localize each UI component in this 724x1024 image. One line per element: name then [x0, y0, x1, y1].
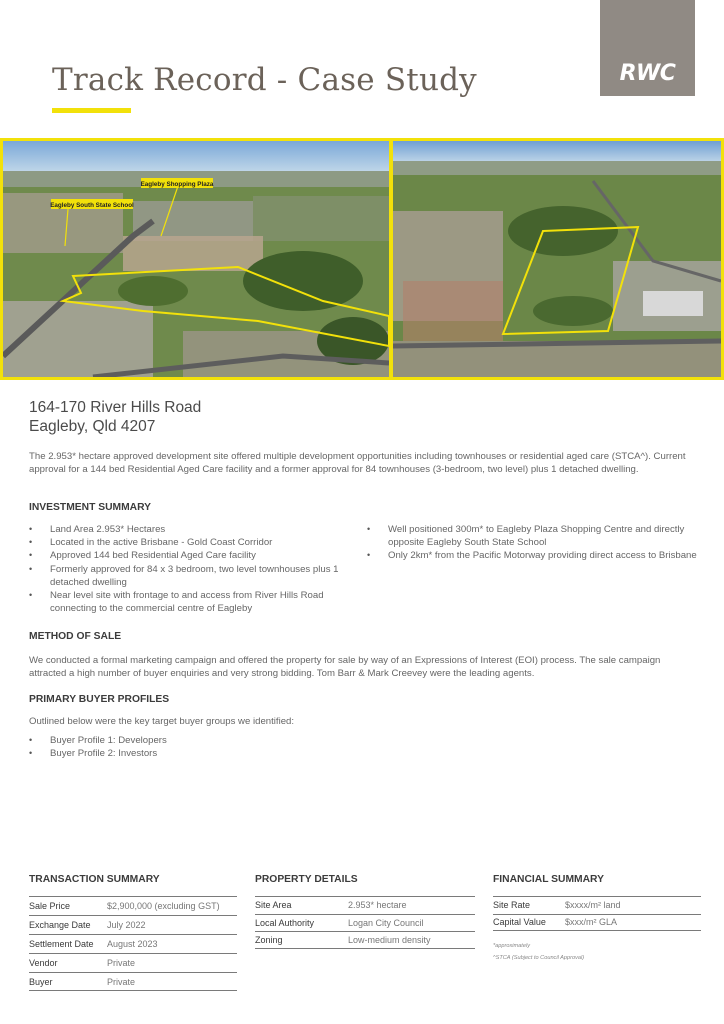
- table-row: [29, 953, 237, 972]
- row-value: July 2022: [107, 920, 146, 930]
- row-label: Vendor: [29, 958, 58, 968]
- row-value: Private: [107, 958, 136, 968]
- row-value: $xxx/m² GLA: [565, 917, 618, 928]
- transaction-summary-table: [29, 874, 237, 991]
- row-label: Settlement Date: [29, 939, 94, 949]
- investment-list-right: [367, 523, 697, 563]
- row-value: Private: [107, 976, 136, 987]
- row-value: Logan City Council: [348, 917, 424, 928]
- footnote-approximately: *approximately: [493, 943, 530, 949]
- row-label: Buyer: [29, 976, 53, 987]
- list-item: • Near level site with frontage to and access from River Hills Road connecting to the commercial centre of Eagleby: [29, 589, 359, 615]
- list-item: • Formerly approved for 84 x 3 bedroom, two level townhouses plus 1 detached dwelling: [29, 563, 359, 589]
- table-row: [29, 972, 237, 991]
- label-shopping-plaza: Eagleby Shopping Plaza: [140, 181, 214, 188]
- buyer-profiles-list: [29, 734, 329, 760]
- table-row: [493, 914, 701, 932]
- list-item: • Well positioned 300m* to Eagleby Plaza Shopping Centre and directly opposite Eagleby South State School: [367, 523, 697, 549]
- label-school: Eagleby South State School: [50, 202, 134, 209]
- address-street: 164-170 River Hills Road: [29, 399, 202, 416]
- table-row: [255, 896, 475, 914]
- footnote-stca: ^STCA (Subject to Council Approval): [493, 955, 585, 961]
- list-item: • Only 2km* from the Pacific Motorway providing direct access to Brisbane: [367, 549, 697, 562]
- table-row: [29, 896, 237, 915]
- row-value: $xxxx/m² land: [565, 900, 621, 911]
- intro-paragraph: The 2.953* hectare approved development site offered multiple development opportunities including townhouses or residential aged care (STCA^). Current approval for a 144 bed Residential Aged Care facility and a former approval for 84 townhouses (3-bedroom, two level) plus 1 detached dwelling.: [29, 451, 686, 476]
- table-row: [29, 915, 237, 934]
- row-label: Zoning: [255, 934, 283, 945]
- table-row: [29, 934, 237, 953]
- financial-summary-table: [493, 874, 701, 931]
- list-item: • Buyer Profile 1: Developers: [29, 734, 329, 747]
- page-title: Track Record - Case Study: [52, 62, 477, 98]
- aerial-photo-right: [390, 138, 724, 380]
- buyer-profiles-intro: Outlined below were the key target buyer groups we identified:: [29, 716, 295, 727]
- property-details-heading: PROPERTY DETAILS: [255, 874, 358, 885]
- row-label: Local Authority: [255, 917, 315, 928]
- investment-list-left: [29, 523, 359, 615]
- investment-summary-heading: INVESTMENT SUMMARY: [29, 502, 152, 513]
- row-label: Exchange Date: [29, 920, 91, 930]
- method-of-sale-text: We conducted a formal marketing campaign and offered the property for sale by way of an Expressions of Interest (EOI) process. The sale campaign attracted a high number of buyer enquiries and very strong bidding. Tom Barr & Mark Creevey were the leading agents.: [29, 655, 661, 680]
- row-label: Sale Price: [29, 901, 71, 911]
- list-item: • Buyer Profile 2: Investors: [29, 747, 329, 760]
- row-value: $2,900,000 (excluding GST): [107, 901, 220, 911]
- list-item: • Land Area 2.953* Hectares: [29, 523, 359, 536]
- row-label: Site Area: [255, 900, 292, 911]
- list-item: • Approved 144 bed Residential Aged Care facility: [29, 549, 359, 562]
- table-row: [493, 896, 701, 914]
- list-item: • Located in the active Brisbane - Gold Coast Corridor: [29, 536, 359, 549]
- title-underline: [52, 108, 131, 113]
- row-label: Capital Value: [493, 917, 546, 928]
- property-details-table: [255, 874, 475, 949]
- row-value: Low-medium density: [348, 934, 431, 945]
- method-of-sale-heading: METHOD OF SALE: [29, 631, 122, 642]
- row-value: August 2023: [107, 939, 158, 949]
- row-label: Site Rate: [493, 900, 531, 911]
- logo-text: RWC: [619, 61, 676, 86]
- aerial-photo-left: [0, 138, 392, 380]
- rwc-logo: [600, 0, 695, 96]
- address-suburb: Eagleby, Qld 4207: [29, 418, 156, 435]
- transaction-summary-heading: TRANSACTION SUMMARY: [29, 874, 160, 885]
- table-row: [255, 931, 475, 949]
- financial-summary-heading: FINANCIAL SUMMARY: [493, 874, 604, 885]
- row-value: 2.953* hectare: [348, 900, 407, 911]
- buyer-profiles-heading: PRIMARY BUYER PROFILES: [29, 694, 170, 705]
- table-row: [255, 914, 475, 932]
